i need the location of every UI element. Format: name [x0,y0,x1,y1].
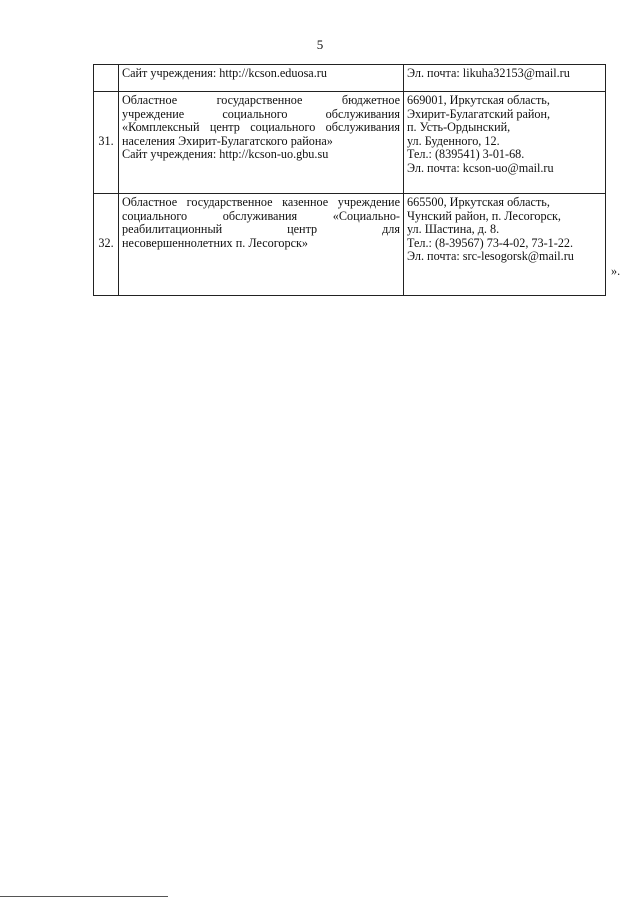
address-line: 665500, Иркутская область, [407,195,550,209]
name-line: населения Эхирит-Булагатского района» [122,133,333,148]
phone-line: Тел.: (839541) 3-01-68. [407,147,525,162]
address-line: Чунский район, п. Лесогорск, [407,208,561,223]
phone-line: Тел.: (8-39567) 73-4-02, 73-1-22. [407,235,574,250]
address-line: 669001, Иркутская область, [407,93,550,107]
contact-cell [404,92,606,194]
row-number: 31. [94,92,119,194]
institution-name-cell [119,194,404,296]
name-line: Областное государственное казенное учреждение [122,195,400,209]
name-line: несовершеннолетних п. Лесогорск» [122,235,309,250]
table-row [94,194,606,296]
address-line: Эхирит-Булагатский район, [407,106,551,121]
row-number [94,65,119,92]
name-line: «Комплексный центр социального обслуживания [122,120,400,135]
row-number: 32. [94,194,119,296]
email-line: Эл. почта: likuha32153@mail.ru [407,66,570,80]
website-line: Сайт учреждения: http://kcson.eduosa.ru [122,66,327,80]
table-row [94,92,606,194]
email-line: Эл. почта: src-lesogorsk@mail.ru [407,249,574,264]
institutions-table [93,64,606,296]
contact-cell [404,194,606,296]
institution-name-cell [119,92,404,194]
name-line: реабилитационный центр для [122,222,400,237]
table-row [94,65,606,92]
email-line: Эл. почта: kcson-uo@mail.ru [407,160,554,175]
page-number: 5 [316,37,324,52]
website-line: Сайт учреждения: http://kcson-uo.gbu.su [122,147,329,162]
name-line: учреждение социального обслуживания [122,106,400,121]
institution-name-cell [119,65,404,92]
name-line: Областное государственное бюджетное [122,93,400,107]
address-line: ул. Буденного, 12. [407,133,500,148]
closing-quote-mark: ». [611,264,621,278]
address-line: п. Усть-Ордынский, [407,120,511,135]
footer-divider [0,896,168,897]
contact-cell [404,65,606,92]
address-line: ул. Шастина, д. 8. [407,222,500,237]
name-line: социального обслуживания «Социально- [122,208,400,223]
